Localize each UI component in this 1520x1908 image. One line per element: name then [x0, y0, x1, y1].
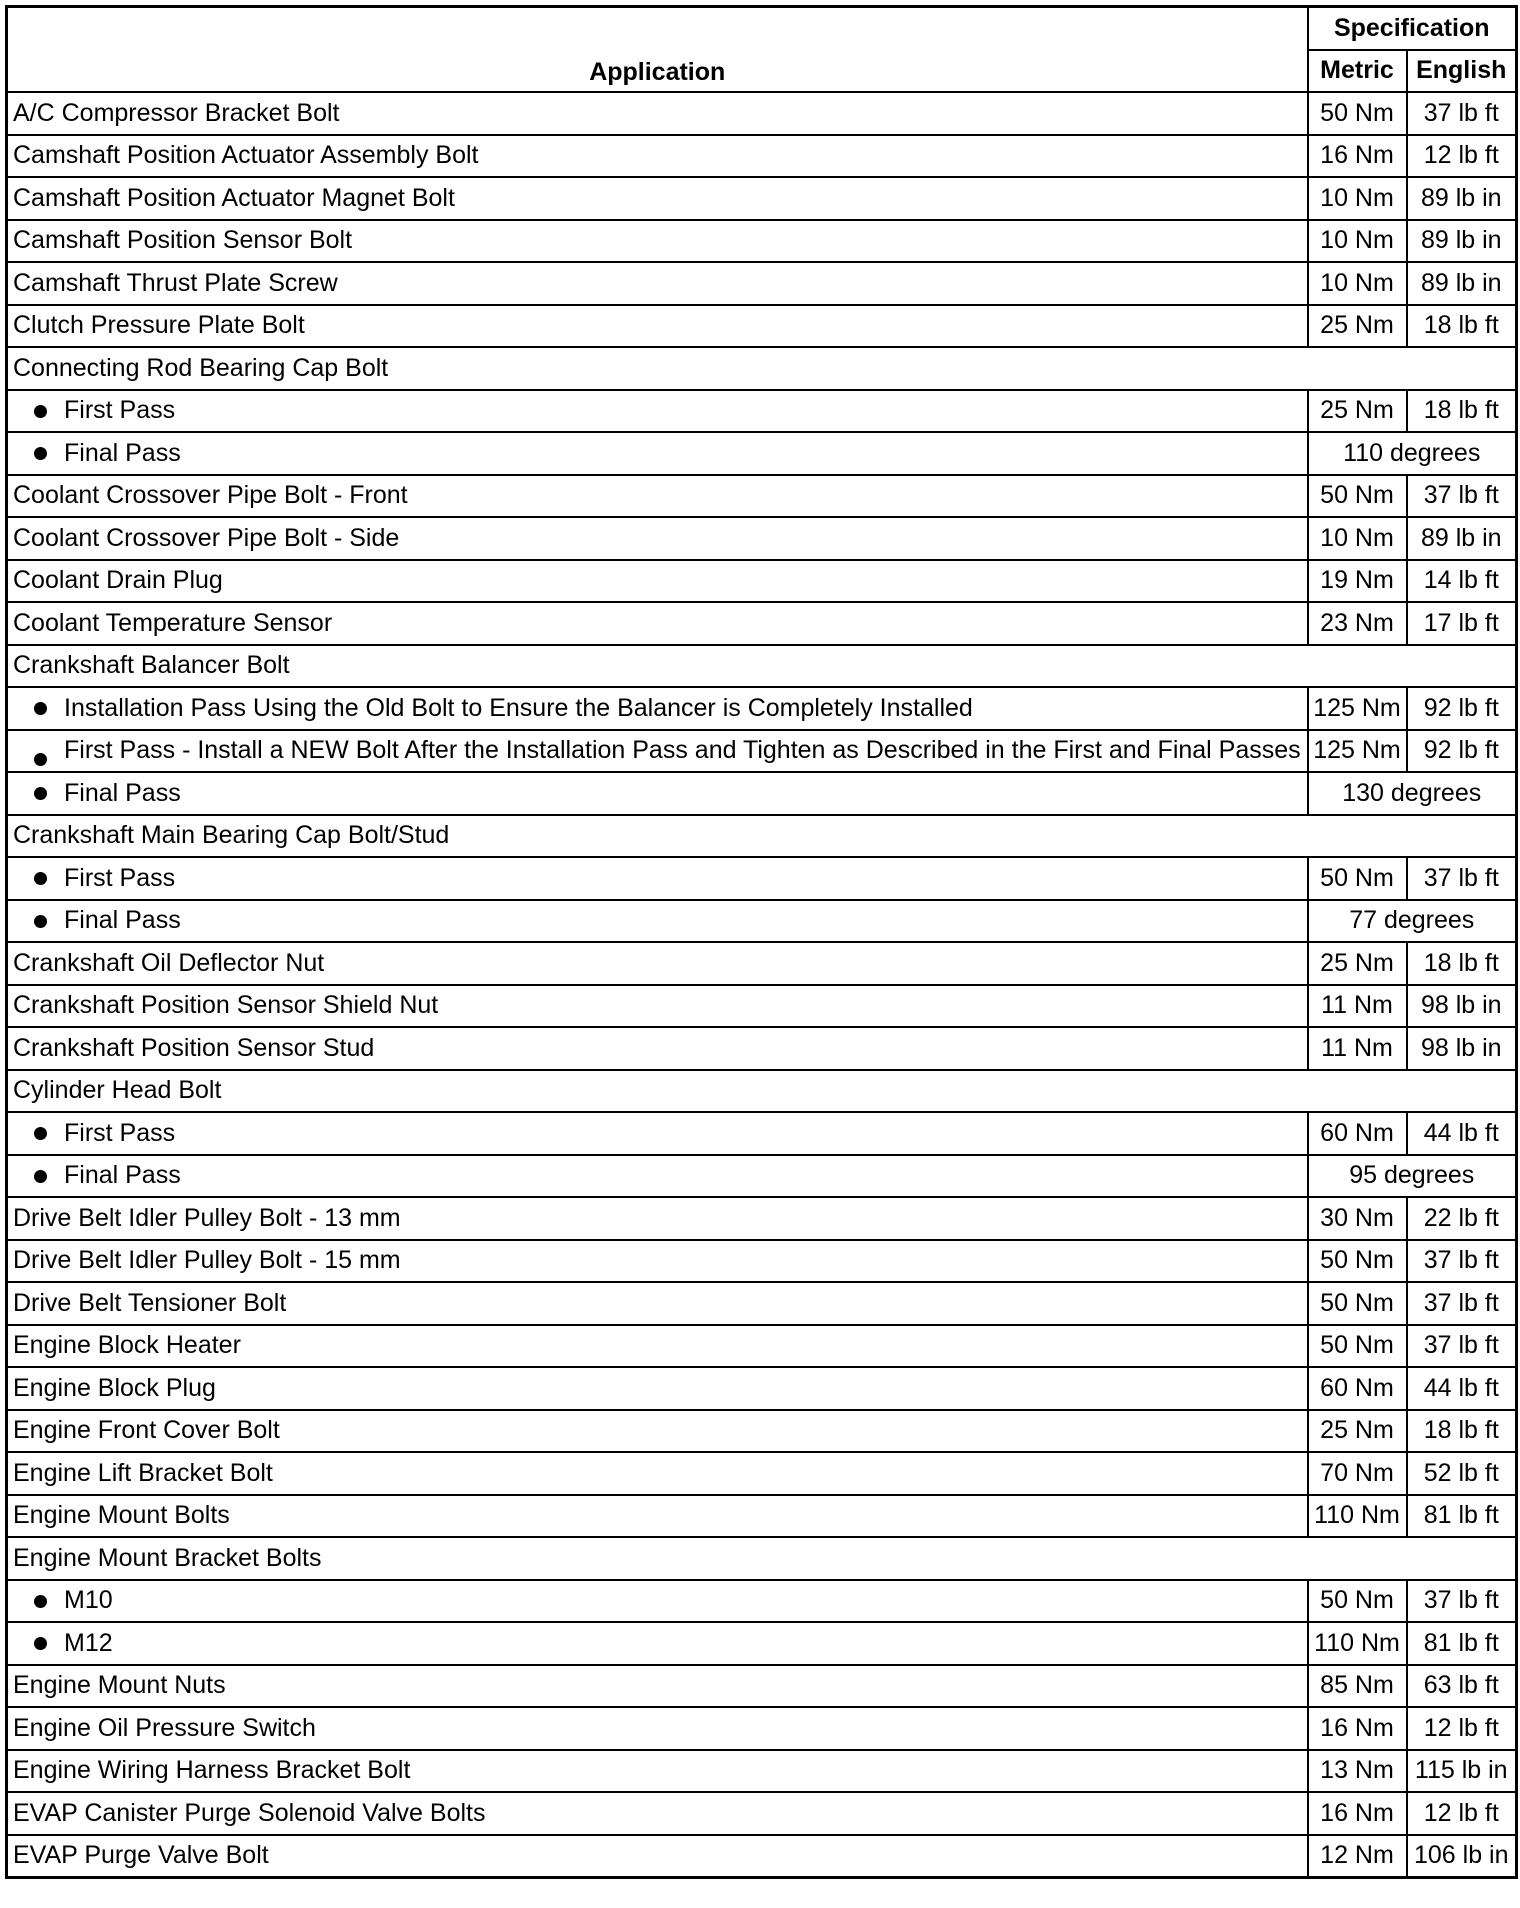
- table-row: [7, 900, 1517, 943]
- table-row: [7, 687, 1517, 730]
- metric-value-cell: 10 Nm: [1308, 220, 1407, 263]
- english-value-cell: 44 lb ft: [1407, 1112, 1517, 1155]
- english-value-cell: 18 lb ft: [1407, 305, 1517, 348]
- application-cell: Clutch Pressure Plate Bolt: [7, 305, 1308, 348]
- application-cell: Engine Mount Nuts: [7, 1665, 1308, 1708]
- bullet-icon: [34, 447, 47, 460]
- english-value-cell: 92 lb ft: [1407, 687, 1517, 730]
- application-cell: Engine Front Cover Bolt: [7, 1410, 1308, 1453]
- metric-value-cell: 125 Nm: [1308, 730, 1407, 773]
- sub-application-cell: [7, 1155, 1308, 1198]
- application-text: Installation Pass Using the Old Bolt to Ensure the Balancer is Completely Installed: [64, 693, 973, 722]
- bullet-icon: [34, 1127, 47, 1140]
- sub-application-cell: [7, 1580, 1308, 1623]
- sub-application-cell: [7, 772, 1308, 815]
- application-cell: Coolant Drain Plug: [7, 560, 1308, 603]
- english-value-cell: 18 lb ft: [1407, 390, 1517, 433]
- application-text: First Pass - Install a NEW Bolt After the Installation Pass and Tighten as Described in the First and Final Passes: [64, 736, 1301, 765]
- application-cell: Coolant Temperature Sensor: [7, 602, 1308, 645]
- table-row: [7, 305, 1517, 348]
- table-row: [7, 177, 1517, 220]
- table-row: [7, 857, 1517, 900]
- metric-value-cell: 11 Nm: [1308, 1027, 1407, 1070]
- table-row: [7, 92, 1517, 135]
- metric-value-cell: 70 Nm: [1308, 1452, 1407, 1495]
- metric-value-cell: 60 Nm: [1308, 1112, 1407, 1155]
- metric-value-cell: 10 Nm: [1308, 177, 1407, 220]
- application-cell: Drive Belt Idler Pulley Bolt - 13 mm: [7, 1197, 1308, 1240]
- metric-value-cell: 110 Nm: [1308, 1622, 1407, 1665]
- english-value-cell: 37 lb ft: [1407, 1580, 1517, 1623]
- metric-value-cell: 10 Nm: [1308, 517, 1407, 560]
- english-value-cell: 12 lb ft: [1407, 135, 1517, 178]
- application-cell: Drive Belt Tensioner Bolt: [7, 1282, 1308, 1325]
- table-row: [7, 347, 1517, 390]
- english-value-cell: 89 lb in: [1407, 177, 1517, 220]
- application-cell: Camshaft Position Actuator Magnet Bolt: [7, 177, 1308, 220]
- table-row: [7, 1027, 1517, 1070]
- english-value-cell: 63 lb ft: [1407, 1665, 1517, 1708]
- application-cell: Camshaft Thrust Plate Screw: [7, 262, 1308, 305]
- metric-value-cell: 16 Nm: [1308, 135, 1407, 178]
- table-row: [7, 432, 1517, 475]
- application-text: Final Pass: [64, 1161, 181, 1190]
- metric-value-cell: 11 Nm: [1308, 985, 1407, 1028]
- table-row: [7, 1282, 1517, 1325]
- english-value-cell: 37 lb ft: [1407, 475, 1517, 518]
- table-row: [7, 1835, 1517, 1878]
- application-text: Final Pass: [64, 438, 181, 467]
- english-value-cell: 37 lb ft: [1407, 1240, 1517, 1283]
- metric-value-cell: 12 Nm: [1308, 1835, 1407, 1878]
- metric-header: Metric: [1308, 50, 1407, 93]
- metric-value-cell: 23 Nm: [1308, 602, 1407, 645]
- application-cell: Engine Mount Bolts: [7, 1495, 1308, 1538]
- application-cell: Engine Wiring Harness Bracket Bolt: [7, 1750, 1308, 1793]
- english-value-cell: 89 lb in: [1407, 517, 1517, 560]
- english-value-cell: 18 lb ft: [1407, 942, 1517, 985]
- sub-application-cell: [7, 857, 1308, 900]
- table-row: [7, 645, 1517, 688]
- table-row: [7, 560, 1517, 603]
- table-row: [7, 602, 1517, 645]
- metric-value-cell: 60 Nm: [1308, 1367, 1407, 1410]
- table-row: [7, 942, 1517, 985]
- application-cell: Crankshaft Position Sensor Stud: [7, 1027, 1308, 1070]
- bullet-icon: [34, 1637, 47, 1650]
- group-heading-cell: Cylinder Head Bolt: [7, 1070, 1517, 1113]
- bullet-icon: [34, 915, 47, 928]
- application-cell: Engine Block Plug: [7, 1367, 1308, 1410]
- application-cell: Coolant Crossover Pipe Bolt - Front: [7, 475, 1308, 518]
- application-text: First Pass: [64, 863, 176, 892]
- table-row: [7, 1452, 1517, 1495]
- angle-value-cell: 77 degrees: [1308, 900, 1517, 943]
- metric-value-cell: 50 Nm: [1308, 857, 1407, 900]
- bullet-icon: [34, 753, 47, 766]
- application-text: M10: [64, 1586, 113, 1615]
- application-cell: Engine Lift Bracket Bolt: [7, 1452, 1308, 1495]
- metric-value-cell: 19 Nm: [1308, 560, 1407, 603]
- table-row: [7, 1240, 1517, 1283]
- metric-value-cell: 50 Nm: [1308, 92, 1407, 135]
- application-text: First Pass: [64, 396, 176, 425]
- english-value-cell: 44 lb ft: [1407, 1367, 1517, 1410]
- english-value-cell: 37 lb ft: [1407, 1325, 1517, 1368]
- application-cell: EVAP Purge Valve Bolt: [7, 1835, 1308, 1878]
- english-value-cell: 115 lb in: [1407, 1750, 1517, 1793]
- specification-header: Specification: [1308, 7, 1517, 50]
- english-header: English: [1407, 50, 1517, 93]
- english-value-cell: 98 lb in: [1407, 1027, 1517, 1070]
- table-row: [7, 475, 1517, 518]
- sub-application-cell: [7, 900, 1308, 943]
- metric-value-cell: 110 Nm: [1308, 1495, 1407, 1538]
- table-body: [7, 92, 1517, 1878]
- group-heading-cell: Connecting Rod Bearing Cap Bolt: [7, 347, 1517, 390]
- angle-value-cell: 110 degrees: [1308, 432, 1517, 475]
- table-row: [7, 1622, 1517, 1665]
- metric-value-cell: 50 Nm: [1308, 1282, 1407, 1325]
- table-row: [7, 517, 1517, 560]
- bullet-icon: [34, 405, 47, 418]
- table-row: [7, 1325, 1517, 1368]
- application-cell: Engine Block Heater: [7, 1325, 1308, 1368]
- english-value-cell: 37 lb ft: [1407, 92, 1517, 135]
- application-cell: Camshaft Position Actuator Assembly Bolt: [7, 135, 1308, 178]
- table-row: [7, 1155, 1517, 1198]
- metric-value-cell: 10 Nm: [1308, 262, 1407, 305]
- application-cell: Crankshaft Position Sensor Shield Nut: [7, 985, 1308, 1028]
- group-heading-cell: Crankshaft Main Bearing Cap Bolt/Stud: [7, 815, 1517, 858]
- english-value-cell: 92 lb ft: [1407, 730, 1517, 773]
- metric-value-cell: 16 Nm: [1308, 1707, 1407, 1750]
- metric-value-cell: 125 Nm: [1308, 687, 1407, 730]
- group-heading-cell: Crankshaft Balancer Bolt: [7, 645, 1517, 688]
- group-heading-cell: Engine Mount Bracket Bolts: [7, 1537, 1517, 1580]
- metric-value-cell: 50 Nm: [1308, 1325, 1407, 1368]
- english-value-cell: 81 lb ft: [1407, 1622, 1517, 1665]
- table-row: [7, 262, 1517, 305]
- metric-value-cell: 30 Nm: [1308, 1197, 1407, 1240]
- metric-value-cell: 25 Nm: [1308, 305, 1407, 348]
- application-text: M12: [64, 1628, 113, 1657]
- metric-value-cell: 13 Nm: [1308, 1750, 1407, 1793]
- application-cell: Camshaft Position Sensor Bolt: [7, 220, 1308, 263]
- angle-value-cell: 95 degrees: [1308, 1155, 1517, 1198]
- english-value-cell: 98 lb in: [1407, 985, 1517, 1028]
- table-row: [7, 815, 1517, 858]
- sub-application-cell: [7, 730, 1308, 773]
- metric-value-cell: 50 Nm: [1308, 1580, 1407, 1623]
- metric-value-cell: 50 Nm: [1308, 475, 1407, 518]
- sub-application-cell: [7, 432, 1308, 475]
- english-value-cell: 89 lb in: [1407, 220, 1517, 263]
- table-row: [7, 135, 1517, 178]
- table-row: [7, 1665, 1517, 1708]
- application-header: Application: [7, 7, 1308, 93]
- sub-application-cell: [7, 687, 1308, 730]
- table-row: [7, 772, 1517, 815]
- bullet-icon: [34, 872, 47, 885]
- metric-value-cell: 25 Nm: [1308, 942, 1407, 985]
- application-cell: Coolant Crossover Pipe Bolt - Side: [7, 517, 1308, 560]
- english-value-cell: 89 lb in: [1407, 262, 1517, 305]
- table-row: [7, 1410, 1517, 1453]
- table-row: [7, 1750, 1517, 1793]
- table-row: [7, 1197, 1517, 1240]
- metric-value-cell: 16 Nm: [1308, 1792, 1407, 1835]
- english-value-cell: 12 lb ft: [1407, 1707, 1517, 1750]
- english-value-cell: 22 lb ft: [1407, 1197, 1517, 1240]
- table-row: [7, 1707, 1517, 1750]
- table-row: [7, 1070, 1517, 1113]
- bullet-icon: [34, 1170, 47, 1183]
- bullet-icon: [34, 702, 47, 715]
- sub-application-cell: [7, 1622, 1308, 1665]
- metric-value-cell: 25 Nm: [1308, 1410, 1407, 1453]
- sub-application-cell: [7, 390, 1308, 433]
- english-value-cell: 52 lb ft: [1407, 1452, 1517, 1495]
- table-row: [7, 1580, 1517, 1623]
- english-value-cell: 17 lb ft: [1407, 602, 1517, 645]
- table-row: [7, 390, 1517, 433]
- table-row: [7, 730, 1517, 773]
- metric-value-cell: 50 Nm: [1308, 1240, 1407, 1283]
- angle-value-cell: 130 degrees: [1308, 772, 1517, 815]
- english-value-cell: 106 lb in: [1407, 1835, 1517, 1878]
- table-row: [7, 1112, 1517, 1155]
- application-cell: A/C Compressor Bracket Bolt: [7, 92, 1308, 135]
- metric-value-cell: 85 Nm: [1308, 1665, 1407, 1708]
- torque-spec-table: [5, 5, 1518, 1879]
- bullet-icon: [34, 1595, 47, 1608]
- english-value-cell: 18 lb ft: [1407, 1410, 1517, 1453]
- english-value-cell: 37 lb ft: [1407, 1282, 1517, 1325]
- bullet-icon: [34, 787, 47, 800]
- table-row: [7, 1537, 1517, 1580]
- application-text: Final Pass: [64, 778, 181, 807]
- english-value-cell: 12 lb ft: [1407, 1792, 1517, 1835]
- english-value-cell: 37 lb ft: [1407, 857, 1517, 900]
- table-row: [7, 220, 1517, 263]
- application-cell: EVAP Canister Purge Solenoid Valve Bolts: [7, 1792, 1308, 1835]
- table-row: [7, 1792, 1517, 1835]
- table-row: [7, 985, 1517, 1028]
- table-row: [7, 1367, 1517, 1410]
- application-text: Final Pass: [64, 906, 181, 935]
- application-cell: Engine Oil Pressure Switch: [7, 1707, 1308, 1750]
- table-row: [7, 1495, 1517, 1538]
- application-cell: Crankshaft Oil Deflector Nut: [7, 942, 1308, 985]
- metric-value-cell: 25 Nm: [1308, 390, 1407, 433]
- sub-application-cell: [7, 1112, 1308, 1155]
- english-value-cell: 14 lb ft: [1407, 560, 1517, 603]
- english-value-cell: 81 lb ft: [1407, 1495, 1517, 1538]
- application-text: First Pass: [64, 1118, 176, 1147]
- application-cell: Drive Belt Idler Pulley Bolt - 15 mm: [7, 1240, 1308, 1283]
